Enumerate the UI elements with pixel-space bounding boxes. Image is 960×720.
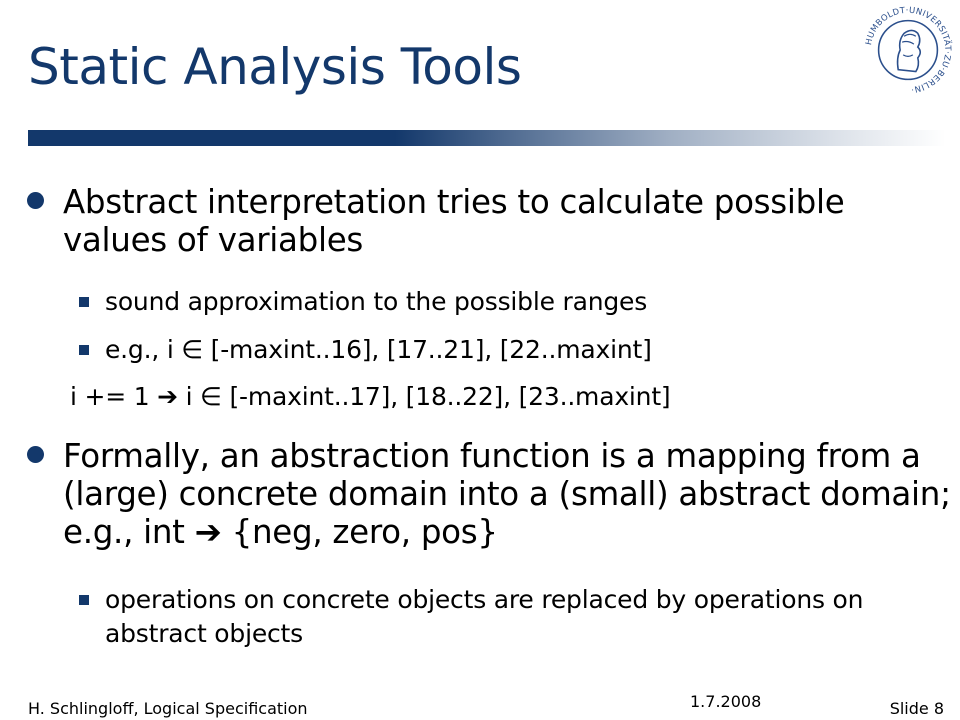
square-bullet-icon	[79, 345, 89, 355]
bullet-text: Abstract interpretation tries to calculate possible values of variables	[63, 183, 845, 259]
sub-bullet-text: sound approximation to the possible ranges	[105, 287, 648, 316]
bullet-abstraction-function	[63, 437, 953, 551]
sub-bullet-text: e.g., i ∈ [-maxint..16], [17..21], [22..maxint]	[105, 335, 652, 364]
bullet-abstract-interpretation	[63, 183, 953, 259]
footer-slide-number: Slide 8	[889, 699, 944, 718]
slide-title: Static Analysis Tools	[28, 38, 522, 96]
sub-bullet-sound-approximation	[105, 285, 925, 319]
footer-author: H. Schlingloff, Logical Specification	[28, 699, 308, 718]
increment-example-line: i += 1 ➔ i ∈ [-maxint..17], [18..22], [23..maxint]	[70, 382, 671, 411]
sub-bullet-text: operations on concrete objects are replaced by operations on abstract objects	[105, 585, 864, 648]
square-bullet-icon	[79, 595, 89, 605]
footer-date: 1.7.2008	[690, 692, 762, 711]
sub-bullet-example-ranges	[105, 333, 925, 367]
round-bullet-icon	[27, 192, 44, 209]
bullet-text: Formally, an abstraction function is a mapping from a (large) concrete domain into a (small) abstract domain; e.g., int ➔ {neg, zero, pos}	[63, 437, 951, 551]
svg-text:HUMBOLDT·UNIVERSITÄT·ZU·BERLIN: HUMBOLDT·UNIVERSITÄT·ZU·BERLIN·	[863, 4, 954, 96]
square-bullet-icon	[79, 297, 89, 307]
round-bullet-icon	[27, 446, 44, 463]
sub-bullet-operations	[105, 583, 925, 651]
